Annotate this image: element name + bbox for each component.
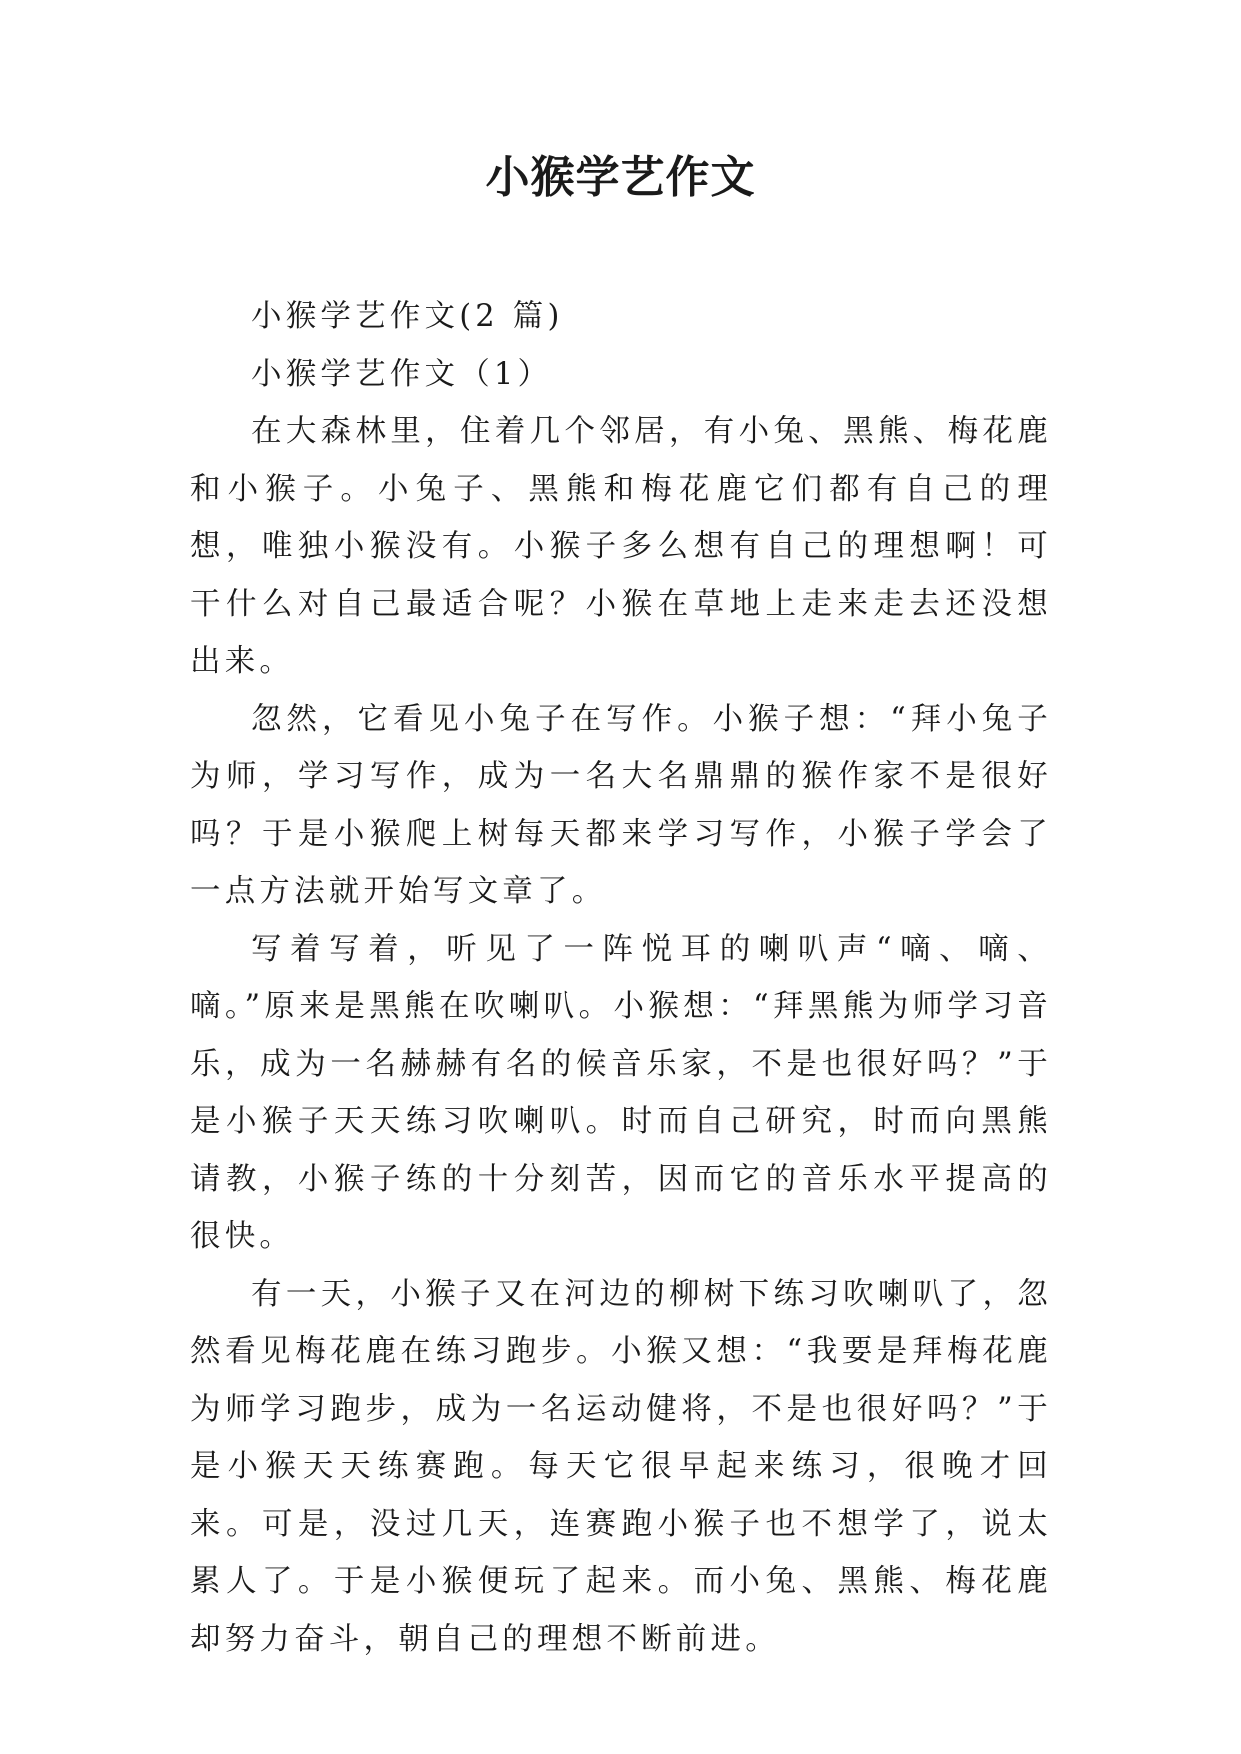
document-subtitle: 小猴学艺作文(2 篇)	[251, 299, 564, 334]
document-body	[190, 288, 1052, 1668]
paragraph: 在大森林里，住着几个邻居，有小兔、黑熊、梅花鹿和小猴子。小兔子、黑熊和梅花鹿它们都有自己的理想，唯独小猴没有。小猴子多么想有自己的理想啊！可干什么对自己最适合呢？小猴在草地上走来走去还没想出来。	[190, 414, 1052, 679]
paragraph: 写着写着，听见了一阵悦耳的喇叭声“嘀、嘀、嘀。”原来是黑熊在吹喇叭。小猴想：“拜黑熊为师学习音乐，成为一名赫赫有名的候音乐家，不是也很好吗？”于是小猴子天天练习吹喇叭。时而自己研究，时而向黑熊请教，小猴子练的十分刻苦，因而它的音乐水平提高的很快。	[190, 931, 1052, 1254]
document-title: 小猴学艺作文	[485, 152, 756, 203]
paragraph: 有一天，小猴子又在河边的柳树下练习吹喇叭了，忽然看见梅花鹿在练习跑步。小猴又想：“我要是拜梅花鹿为师学习跑步，成为一名运动健将，不是也很好吗？”于是小猴天天练赛跑。每天它很早起来练习，很晚才回来。可是，没过几天，连赛跑小猴子也不想学了，说太累人了。于是小猴便玩了起来。而小兔、黑熊、梅花鹿却努力奋斗，朝自己的理想不断前进。	[190, 1276, 1052, 1657]
paragraph: 忽然，它看见小兔子在写作。小猴子想：“拜小兔子为师，学习写作，成为一名大名鼎鼎的猴作家不是很好吗？于是小猴爬上树每天都来学习写作，小猴子学会了一点方法就开始写文章了。	[190, 701, 1052, 909]
section-heading: 小猴学艺作文（1）	[251, 356, 553, 392]
